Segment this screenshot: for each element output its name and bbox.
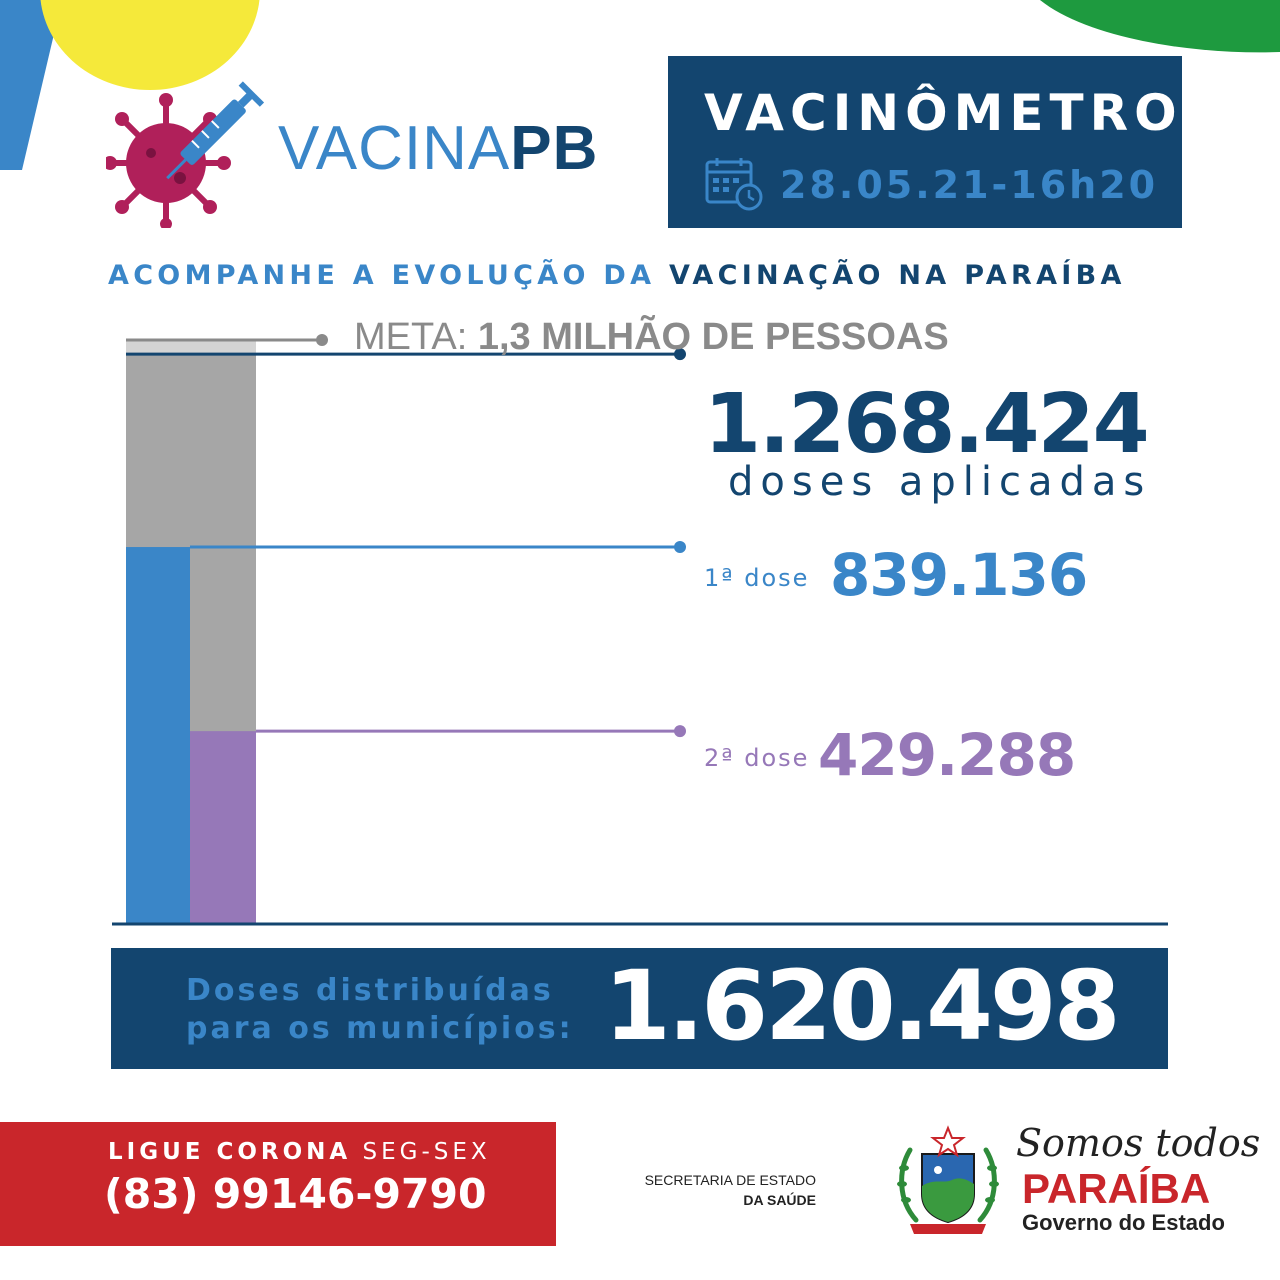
distribution-label [186,972,574,1048]
total-doses-value: 1.268.424 [704,377,1148,472]
state-coat-of-arms-icon [892,1124,1004,1236]
dose2-leader-dot [674,725,686,737]
total-doses-label: doses aplicadas [728,459,1152,505]
goal-leader-dot [316,334,328,346]
meta-value: 1,3 MILHÃO DE PESSOAS [477,316,949,358]
dose1-bar [126,547,190,924]
slogan: Somos todos [1016,1121,1261,1165]
dose2-label: 2ª dose [704,744,810,772]
secretaria-line1: SECRETARIA DE ESTADO [644,1172,816,1188]
goal-remaining-bar [126,340,256,354]
hotline-label [108,1141,491,1164]
hotline-number[interactable]: (83) 99146-9790 [104,1170,487,1218]
page-title: VACINÔMETRO [704,84,1183,142]
dose1-leader-dot [674,541,686,553]
state-name: PARAÍBA [1022,1165,1211,1212]
secretaria-label [640,1170,816,1210]
logo-part2: PB [510,114,599,183]
meta-label [354,318,949,356]
secretaria-line2: DA SAÚDE [743,1192,816,1208]
subtitle-part1: ACOMPANHE A EVOLUÇÃO DA [108,260,670,291]
dose1-value: 839.136 [830,541,1088,609]
dose2-bar [190,731,256,924]
hotline-label-bold: LIGUE CORONA [108,1139,352,1165]
distribution-label-line1: Doses distribuídas [186,973,554,1008]
distribution-value: 1.620.498 [604,950,1118,1062]
distribution-label-line2: para os municípios: [186,1011,574,1046]
government-label: Governo do Estado [1022,1210,1225,1235]
meta-prefix: META: [354,316,468,358]
hotline-label-rest: SEG-SEX [351,1139,491,1165]
dose1-label: 1ª dose [704,564,810,592]
update-datetime: 28.05.21-16h20 [780,163,1159,207]
subtitle-part2: VACINAÇÃO NA PARAÍBA [669,260,1126,291]
dose2-value: 429.288 [818,721,1076,789]
logo-part1: VACINA [278,114,511,183]
